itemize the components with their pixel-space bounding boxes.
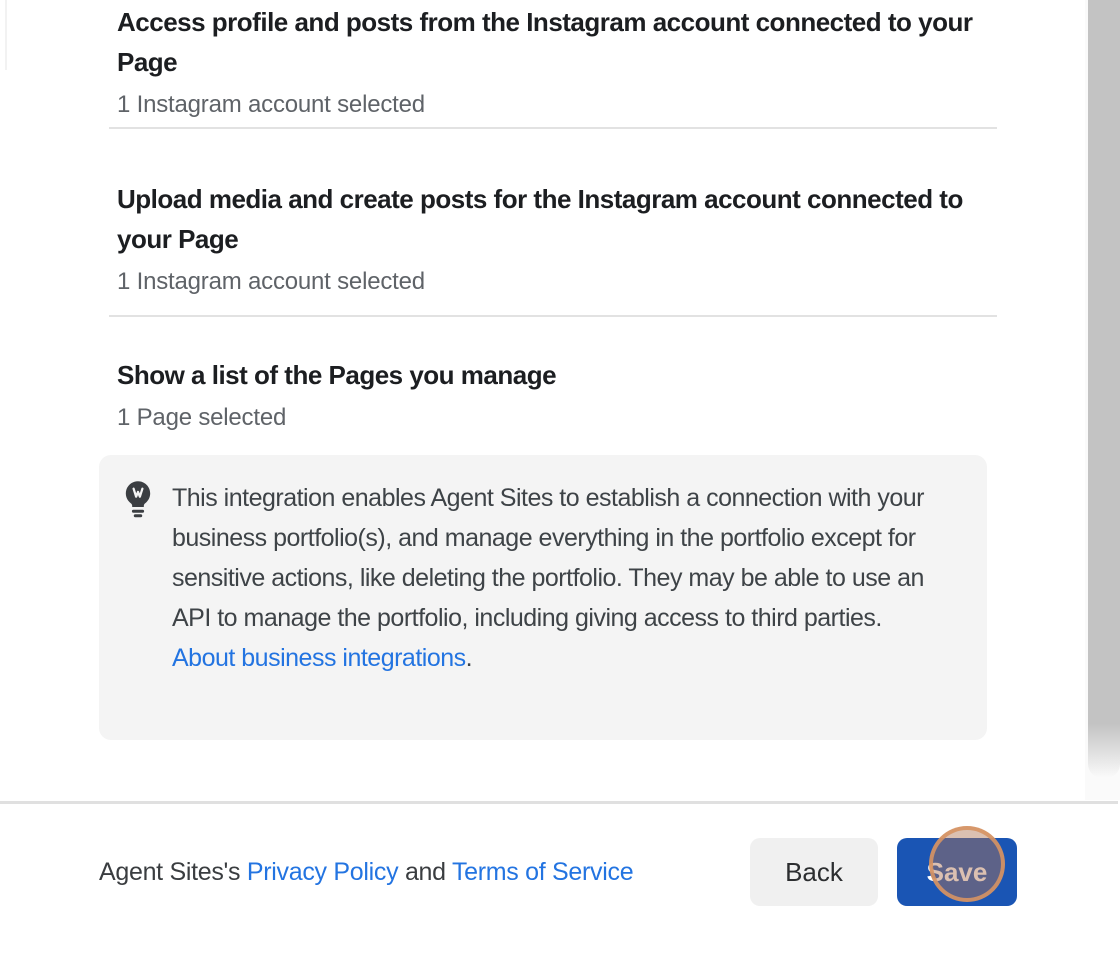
legal-links-text (99, 857, 719, 887)
permission-title: Upload media and create posts for the Instagram account connected to your Page (117, 184, 963, 254)
about-business-integrations-link[interactable]: About business integrations (172, 644, 466, 672)
lightbulb-icon (123, 479, 153, 519)
save-button[interactable]: Save (897, 838, 1017, 906)
permission-title: Show a list of the Pages you manage (117, 360, 557, 390)
permission-selection-status: 1 Page selected (117, 404, 287, 431)
app-name-possessive: Agent Sites's (99, 858, 247, 886)
scrollbar-thumb[interactable] (1088, 0, 1120, 778)
integration-info-box (99, 455, 987, 740)
permission-title: Access profile and posts from the Instagram account connected to your Page (117, 7, 973, 77)
terms-of-service-link[interactable]: Terms of Service (451, 858, 634, 886)
divider (109, 127, 997, 129)
permission-item-instagram-access (117, 2, 997, 120)
divider (109, 315, 997, 317)
back-button[interactable]: Back (750, 838, 878, 906)
privacy-policy-link[interactable]: Privacy Policy (246, 858, 399, 886)
info-text-suffix: . (465, 644, 473, 672)
dialog-edge-line (5, 0, 7, 70)
info-text-body: This integration enables Agent Sites to establish a connection with your business portfolio(s), and manage everything in the portfolio except for sensitive actions, like deleting the portfolio. They may be able to use an API to manage the portfolio, including giving access to third parties. (172, 484, 924, 632)
footer-divider (0, 801, 1118, 804)
integration-info-text (172, 478, 938, 678)
permission-selection-status: 1 Instagram account selected (117, 91, 425, 118)
permission-item-instagram-upload (117, 179, 997, 297)
permission-selection-status: 1 Instagram account selected (117, 268, 425, 295)
conjunction-text: and (398, 858, 452, 886)
permission-item-pages-list (117, 355, 997, 433)
